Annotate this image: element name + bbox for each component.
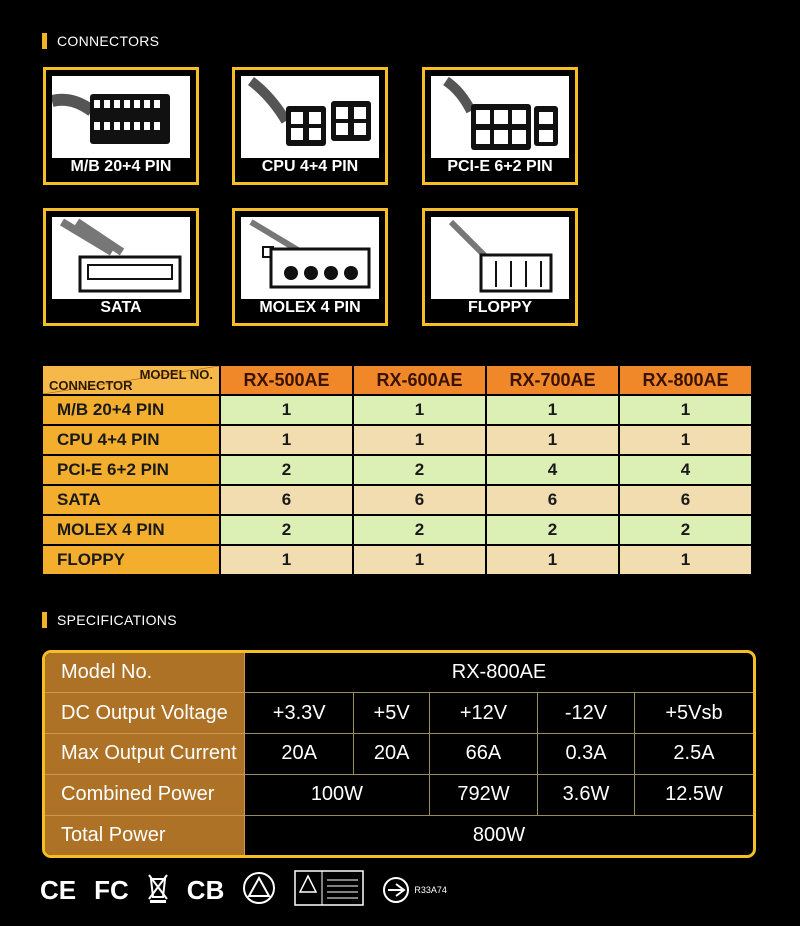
model-header: RX-500AE — [221, 366, 352, 394]
table-cell: 4 — [487, 456, 618, 484]
table-cell: 6 — [221, 486, 352, 514]
spec-value: 100W — [245, 774, 430, 815]
table-cell: 1 — [620, 546, 751, 574]
spec-value: +5V — [354, 693, 430, 734]
table-row — [43, 486, 751, 514]
cpu-8pin-connector-icon — [241, 76, 379, 158]
model-no-header: MODEL NO. — [139, 367, 213, 382]
floppy-connector-icon — [431, 217, 569, 299]
ce-mark-icon: CE — [40, 874, 77, 905]
heading-bar — [42, 33, 47, 49]
spec-value: 0.3A — [538, 734, 635, 775]
spec-label: Max Output Current — [45, 734, 245, 775]
spec-value: RX-800AE — [245, 653, 754, 693]
spec-value: 792W — [429, 774, 537, 815]
connector-card-mb — [43, 67, 199, 185]
table-cell: 1 — [354, 396, 485, 424]
table-cell: 2 — [354, 456, 485, 484]
table-cell: 1 — [487, 546, 618, 574]
table-cell: 4 — [620, 456, 751, 484]
connectors-heading — [42, 33, 159, 49]
connector-card-sata — [43, 208, 199, 326]
spec-label: Combined Power — [45, 774, 245, 815]
spec-row-combined — [45, 774, 753, 815]
tuv-certified-icon — [294, 870, 364, 911]
row-label: SATA — [43, 486, 219, 514]
cb-mark-icon: CB — [186, 874, 225, 905]
table-cell: 1 — [620, 426, 751, 454]
table-corner-header — [43, 366, 219, 394]
table-cell: 6 — [620, 486, 751, 514]
connector-header: CONNECTOR — [49, 378, 133, 393]
table-row — [43, 516, 751, 544]
specifications-heading — [42, 612, 177, 628]
connector-card-pcie — [422, 67, 578, 185]
spec-row-voltage — [45, 693, 753, 734]
connector-card-label: MOLEX 4 PIN — [259, 299, 361, 316]
table-cell: 1 — [487, 396, 618, 424]
connector-card-molex — [232, 208, 388, 326]
spec-value: +5Vsb — [634, 693, 753, 734]
row-label: CPU 4+4 PIN — [43, 426, 219, 454]
spec-value: +3.3V — [245, 693, 354, 734]
spec-row-total — [45, 815, 753, 855]
connector-table — [41, 364, 753, 576]
table-row — [43, 396, 751, 424]
model-header: RX-600AE — [354, 366, 485, 394]
spec-value: 66A — [429, 734, 537, 775]
table-row — [43, 426, 751, 454]
connector-card-label: CPU 4+4 PIN — [261, 158, 359, 175]
spec-row-current — [45, 734, 753, 775]
model-header: RX-800AE — [620, 366, 751, 394]
spec-label: Total Power — [45, 815, 245, 855]
spec-value: 3.6W — [538, 774, 635, 815]
rcm-circle-icon — [382, 876, 410, 904]
row-label: M/B 20+4 PIN — [43, 396, 219, 424]
spec-label: DC Output Voltage — [45, 693, 245, 734]
table-header-row — [43, 366, 751, 394]
table-cell: 1 — [221, 546, 352, 574]
table-cell: 2 — [487, 516, 618, 544]
certification-logos — [40, 872, 447, 908]
connector-card-cpu — [232, 67, 388, 185]
heading-bar — [42, 612, 47, 628]
connectors-title: CONNECTORS — [57, 33, 160, 49]
table-cell: 2 — [354, 516, 485, 544]
table-cell: 2 — [620, 516, 751, 544]
table-cell: 1 — [620, 396, 751, 424]
table-cell: 2 — [221, 516, 352, 544]
rcm-code: R33A74 — [414, 885, 447, 895]
row-label: PCI-E 6+2 PIN — [43, 456, 219, 484]
pcie-connector-icon — [431, 76, 569, 158]
connector-card-label: PCI-E 6+2 PIN — [447, 158, 553, 175]
table-row — [43, 456, 751, 484]
row-label: MOLEX 4 PIN — [43, 516, 219, 544]
sata-connector-icon — [52, 217, 190, 299]
spec-value: 20A — [354, 734, 430, 775]
spec-table — [42, 650, 756, 858]
connector-card-floppy — [422, 208, 578, 326]
spec-value: 20A — [245, 734, 354, 775]
connector-card-label: M/B 20+4 PIN — [70, 158, 172, 175]
row-label: FLOPPY — [43, 546, 219, 574]
spec-value: -12V — [538, 693, 635, 734]
table-cell: 1 — [487, 426, 618, 454]
table-row — [43, 546, 751, 574]
weee-bin-icon — [147, 873, 169, 908]
tuv-triangle-icon — [242, 871, 276, 910]
table-cell: 1 — [221, 426, 352, 454]
spec-value: +12V — [429, 693, 537, 734]
table-cell: 2 — [221, 456, 352, 484]
spec-value: 800W — [245, 815, 754, 855]
spec-value: 2.5A — [634, 734, 753, 775]
spec-label: Model No. — [45, 653, 245, 693]
table-cell: 6 — [487, 486, 618, 514]
atx-24pin-connector-icon — [52, 76, 190, 158]
connector-card-label: SATA — [100, 299, 142, 316]
model-header: RX-700AE — [487, 366, 618, 394]
table-cell: 1 — [354, 546, 485, 574]
spec-row-model — [45, 653, 753, 693]
spec-value: 12.5W — [634, 774, 753, 815]
specifications-title: SPECIFICATIONS — [57, 612, 177, 628]
table-cell: 6 — [354, 486, 485, 514]
rcm-mark — [382, 876, 447, 904]
table-cell: 1 — [221, 396, 352, 424]
table-cell: 1 — [354, 426, 485, 454]
fcc-mark-icon: FC — [94, 874, 129, 905]
connector-card-label: FLOPPY — [467, 299, 532, 316]
molex-connector-icon — [241, 217, 379, 299]
